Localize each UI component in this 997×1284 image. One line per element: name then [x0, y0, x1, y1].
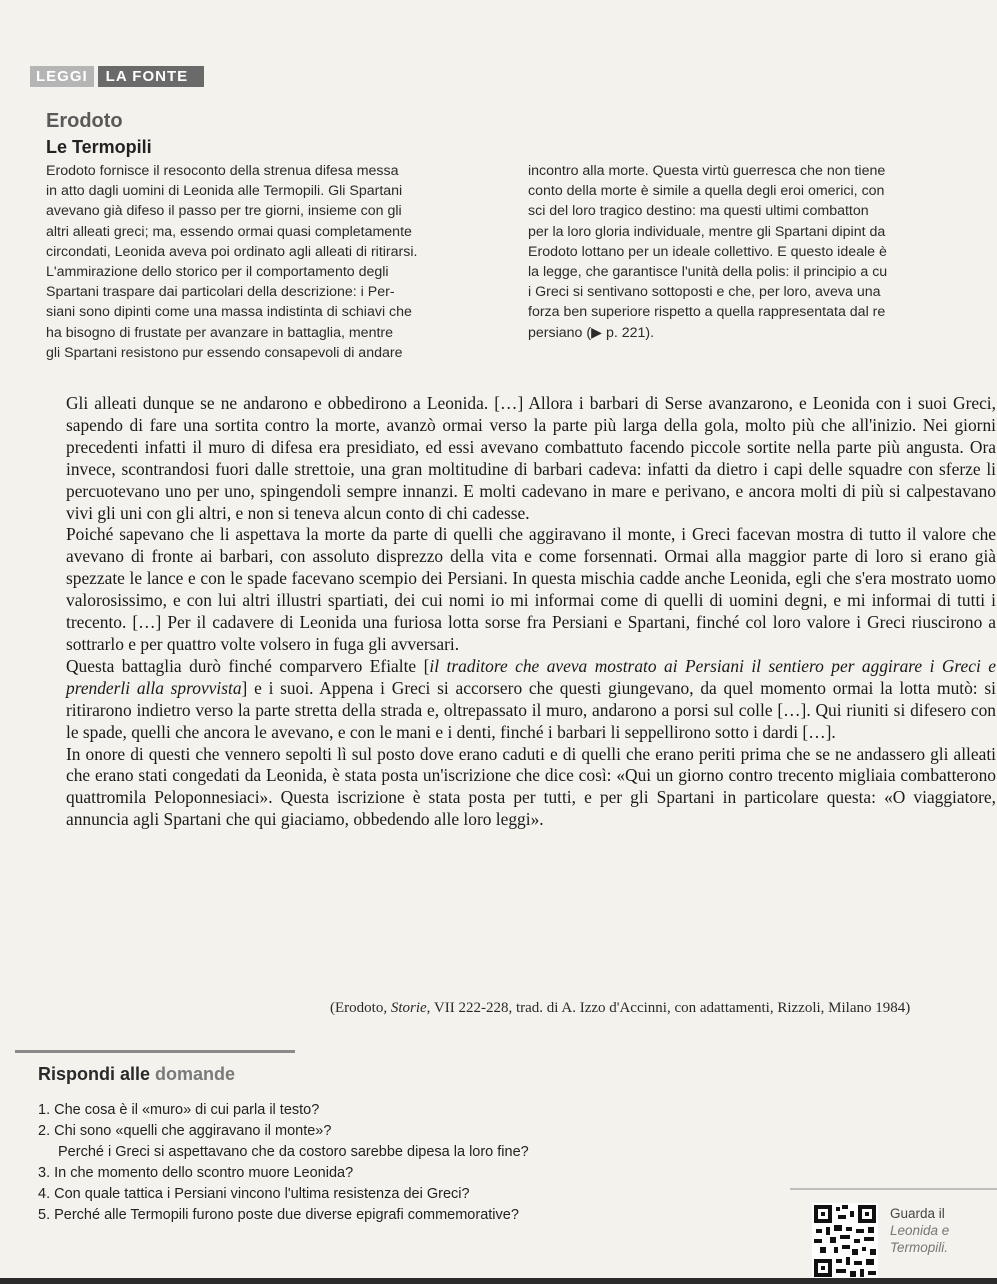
intro-line: ha bisogno di frustate per avanzare in battaglia, mentre — [46, 324, 394, 341]
question-followup-text: Perché i Greci si aspettavano che da costoro sarebbe dipesa la loro fine? — [58, 1144, 529, 1160]
intro-line: persiano (▶ p. 221). — [528, 324, 655, 341]
section-subtitle: Le Termopili — [46, 137, 152, 157]
tag-leggi: LEGGI — [30, 66, 94, 87]
intro-line: altri alleati greci; ma, essendo ormai quasi completamente — [46, 223, 412, 240]
intro-left-column — [46, 161, 504, 363]
editor-note: il traditore che aveva mostrato ai Persiani il sentiero per aggirare i Greci e prenderli alla sprovvista — [66, 655, 996, 698]
qr-caption — [890, 1205, 949, 1256]
citation — [330, 1000, 997, 1017]
paragraph-3 — [66, 656, 996, 744]
intro-line: Spartani traspare dai particolari della descrizione: i Per- — [46, 284, 395, 301]
intro-line: Erodoto lottano per un ideale collettivo. E questo ideale è — [528, 243, 887, 260]
paragraph-1: Gli alleati dunque se ne andarono e obbedirono a Leonida. […] Allora i barbari di Serse avanzarono, e Leonida con i suoi Greci, sapendo di fare una sortita contro la morte, avanzò ormai verso la parte più larga della gola, molto più che all'inizio. Nei giorni precedenti infatti il muro di difesa era presidiato, ed essi avevano combattuto facendo piccole sortite nella parte più angusta. Ora invece, scontrandosi fuori dalle strettoie, una gran moltitudine di barbari cadeva: infatti da dietro i capi delle squadre con sferze li percuotevano uno per uno, spingendoli sempre innanzi. E molti cadevano in mare e perivano, e ancora molti di più si calpestavano vivi gli uni con gli altri, e non si teneva alcun conto di chi cadesse. — [66, 393, 996, 523]
questions-title — [38, 1064, 235, 1085]
citation-before: (Erodoto, — [330, 1000, 391, 1016]
question-item: 3. In che momento dello scontro muore Leonida? — [38, 1165, 354, 1181]
qr-video-title-1: Leonida e — [890, 1223, 950, 1238]
qr-code[interactable] — [812, 1203, 878, 1279]
intro-line: circondati, Leonida aveva poi ordinato agli alleati di ritirarsi. — [46, 243, 418, 260]
author-title: Erodoto — [46, 110, 123, 132]
citation-work-title: Storie — [390, 1000, 427, 1016]
intro-line: incontro alla morte. Questa virtù guerresca che non tiene — [528, 163, 886, 179]
section-divider — [15, 1050, 295, 1053]
intro-line: sci del loro tragico destino: ma questi ultimi combatton — [528, 203, 869, 220]
qr-label: Guarda il — [890, 1206, 945, 1221]
qr-code-icon — [812, 1203, 878, 1279]
source-text — [66, 393, 996, 831]
paragraph-3-end: ] e i suoi. Appena i Greci si accorsero che questi giungevano, da quel momento ormai la lotta mutò: si ritirarono indietro verso la parte stretta della strada e, oltrepassato il muro, andarono a porsi sul colle […]. Qui riuniti si difesero con le spade, quelli che ancora le avevano, e con le mani e i denti, finché i barbari li seppellirono sotto i dardi […]. — [66, 677, 996, 742]
question-item: 5. Perché alle Termopili furono poste due diverse epigrafi commemorative? — [38, 1207, 519, 1223]
intro-line: siani sono dipinti come una massa indistinta di schiavi che — [46, 304, 412, 321]
citation-after: , VII 222-228, trad. di A. Izzo d'Accinni, con adattamenti, Rizzoli, Milano 1984) — [426, 1000, 911, 1016]
page-bottom-edge — [0, 1278, 997, 1284]
intro-line: la legge, che garantisce l'unità della polis: il principio a cu — [528, 264, 888, 281]
intro-line: Erodoto fornisce il resoconto della strenua difesa messa — [46, 163, 399, 179]
paragraph-3-start: Questa battaglia durò finché comparvero Efialte [ — [66, 655, 430, 676]
questions-title-b: domande — [155, 1064, 236, 1084]
source-header — [30, 66, 204, 87]
paragraph-2: Poiché sapevano che li aspettava la morte da parte di quelli che aggiravano il monte, i Greci facevan mostra di tutto il valore che avevano di fronte ai barbari, con assoluto disprezzo della vita e come forsennati. Ormai alla maggior parte di loro si erano già spezzate le lance e con le spade facevano scempio dei Persiani. In questa mischia cadde anche Leonida, egli che s'era mostrato uomo valorosissimo, e con lui altri illustri spartiati, dei cui nomi io mi informai come di quelli di uomini degni, e mi informai di tutti i trecento. […] Per il cadavere di Leonida una furiosa lotta sorse fra Persiani e Spartani, finché col loro valore i Greci riuscirono a sottrarlo e per quattro volte volsero in fuga gli avversari. — [66, 524, 996, 654]
intro-line: conto della morte è simile a quella degli eroi omerici, con — [528, 183, 885, 200]
intro-line: avevano già difeso il passo per tre giorni, insieme con gli — [46, 203, 402, 220]
question-item: 4. Con quale tattica i Persiani vincono l'ultima resistenza dei Greci? — [38, 1186, 470, 1202]
questions-title-a: Rispondi alle — [38, 1064, 151, 1084]
question-item: 1. Che cosa è il «muro» di cui parla il testo? — [38, 1102, 320, 1118]
question-item-followup — [38, 1142, 798, 1163]
intro-line: forza ben superiore rispetto a quella rappresentata dal re — [528, 304, 886, 321]
qr-video-title-2: Termopili. — [890, 1240, 949, 1255]
intro-line: i Greci si sentivano sottoposti e che, per loro, aveva una — [528, 284, 881, 301]
questions-list — [38, 1100, 798, 1226]
intro-line: in atto dagli uomini di Leonida alle Termopili. Gli Spartani — [46, 183, 403, 200]
intro-line: L'ammirazione dello storico per il comportamento degli — [46, 264, 389, 281]
intro-line: gli Spartani resistono pur essendo consapevoli di andare — [46, 344, 403, 361]
tag-la-fonte: LA FONTE — [98, 66, 204, 87]
paragraph-4: In onore di questi che vennero sepolti lì sul posto dove erano caduti e di quelli che erano periti prima che se ne andassero gli alleati che erano stati congedati da Leonida, è stata posta un'iscrizione che dice così: «Qui un giorno contro trecento migliaia combatterono quattromila Peloponnesiaci». Questa iscrizione è stata posta per tutti, e per gli Spartani in particolare questa: «O viaggiatore, annuncia agli Spartani che qui giaciamo, obbedendo alle loro leggi». — [66, 743, 996, 830]
question-item: 2. Chi sono «quelli che aggiravano il monte»? — [38, 1123, 332, 1139]
qr-divider — [790, 1188, 997, 1190]
intro-right-column — [528, 161, 997, 343]
intro-line: per la loro gloria individuale, mentre gli Spartani dipint da — [528, 223, 886, 240]
